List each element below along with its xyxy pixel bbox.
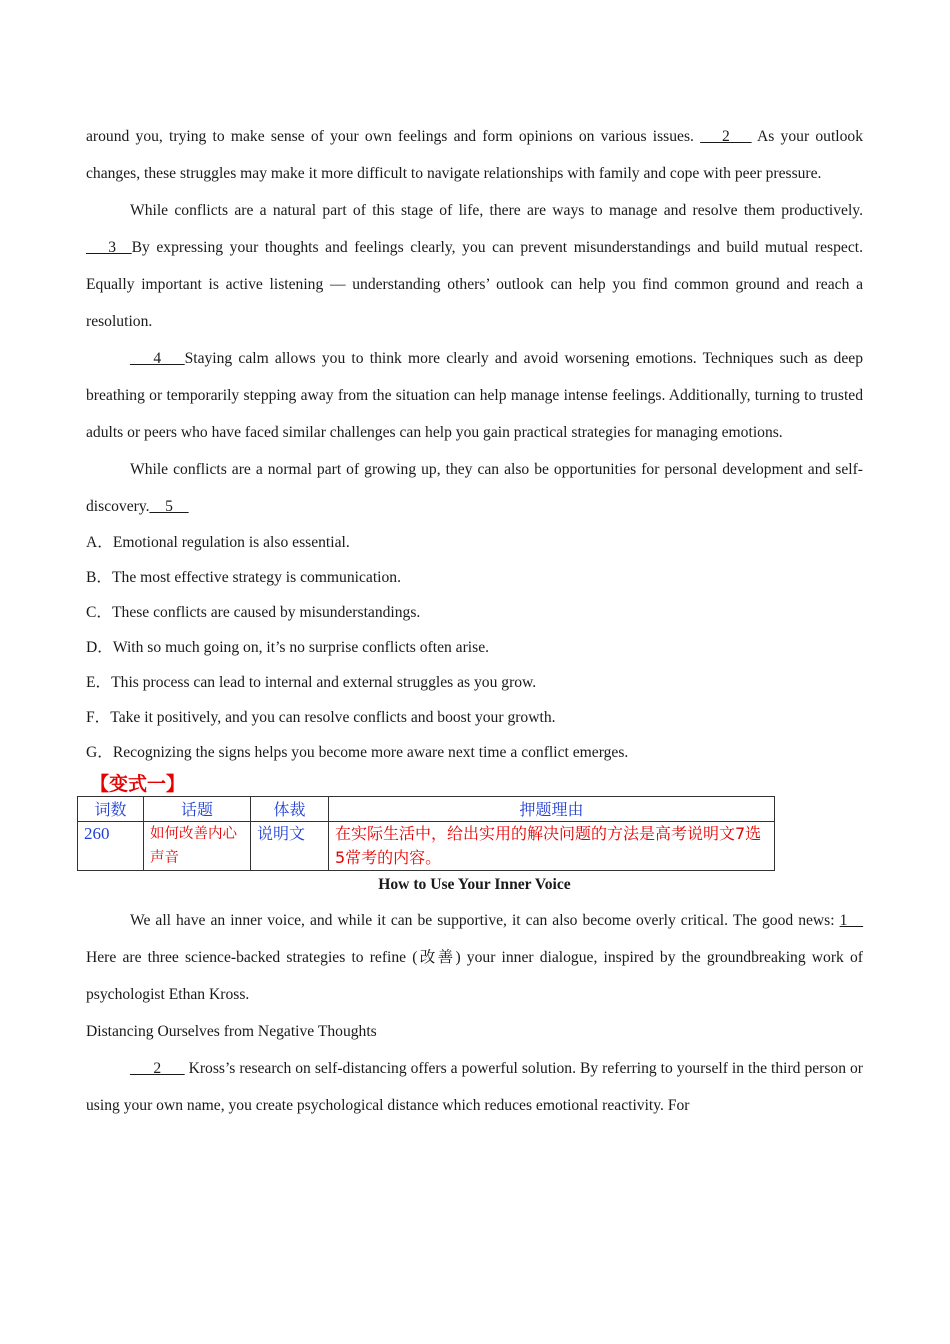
options-list: [86, 525, 863, 770]
info-table: [77, 796, 775, 871]
header-reason: 押题理由: [329, 797, 775, 822]
blank-4: ___4___: [130, 350, 185, 367]
paragraph-1: around you, trying to make sense of your own feelings and form opinions on various issues. __2__ As your outlook changes, these struggles may make it more difficult to navigate relationships with family and cope with peer pressure.: [86, 128, 864, 182]
option-d: D．With so much going on, it’s no surprise conflicts often arise.: [86, 639, 490, 656]
article-intro: We all have an inner voice, and while it can be supportive, it can also become overly critical. The good news: 1__ Here are three science-backed strategies to refine (改善) your inner dialogue, inspired by the groundbreaking work of psychologist Ethan Kross.: [86, 912, 863, 1003]
blank-3: __3__: [86, 239, 132, 256]
table-row: [78, 822, 775, 871]
cell-genre: 说明文: [251, 822, 329, 871]
variant-label: 【变式一】: [90, 773, 186, 795]
paragraph-4: While conflicts are a normal part of growing up, they can also be opportunities for personal development and self-discovery.__5__: [86, 461, 863, 515]
option-c: C．These conflicts are caused by misunderstandings.: [86, 604, 421, 621]
option-e: E．This process can lead to internal and external struggles as you grow.: [86, 674, 537, 691]
article-blank-2: ___2___: [130, 1060, 185, 1077]
header-word-count: 词数: [78, 797, 144, 822]
option-b: B．The most effective strategy is communication.: [86, 569, 401, 586]
article-paragraph-2: ___2___ Kross’s research on self-distancing offers a powerful solution. By referring to yourself in the third person or using your own name, you create psychological distance which reduces emotional reactivity. For: [86, 1060, 863, 1114]
paragraph-3: ___4___Staying calm allows you to think more clearly and avoid worsening emotions. Techniques such as deep breathing or temporarily stepping away from the situation can help manage intense feelings. Additionally, turning to trusted adults or peers who have faced similar challenges can help you gain practical strategies for managing emotions.: [86, 350, 863, 441]
blank-2: __2__: [700, 128, 752, 145]
option-a: A．Emotional regulation is also essential.: [86, 534, 350, 551]
cell-reason: 在实际生活中，给出实用的解决问题的方法是高考说明文7选5常考的内容。: [329, 822, 775, 871]
article-title: How to Use Your Inner Voice: [378, 876, 571, 893]
cell-topic: 如何改善内心声音: [144, 822, 251, 871]
paragraph-2: While conflicts are a natural part of this stage of life, there are ways to manage and resolve them productively. __3__By expressing your thoughts and feelings clearly, you can prevent misunderstandings and build mutual respect. Equally important is active listening — understanding others’ outlook can help you find common ground and reach a resolution.: [86, 202, 863, 330]
cell-word-count: 260: [78, 822, 144, 871]
document-page: [86, 118, 863, 1124]
article-blank-1: 1__: [839, 912, 863, 929]
header-topic: 话题: [144, 797, 251, 822]
article-subheading: Distancing Ourselves from Negative Thoughts: [86, 1023, 377, 1040]
table-header-row: [78, 797, 775, 822]
blank-5: __5__: [149, 498, 189, 515]
option-g: G．Recognizing the signs helps you become more aware next time a conflict emerges.: [86, 744, 629, 761]
option-f: F．Take it positively, and you can resolve conflicts and boost your growth.: [86, 709, 556, 726]
header-genre: 体裁: [251, 797, 329, 822]
